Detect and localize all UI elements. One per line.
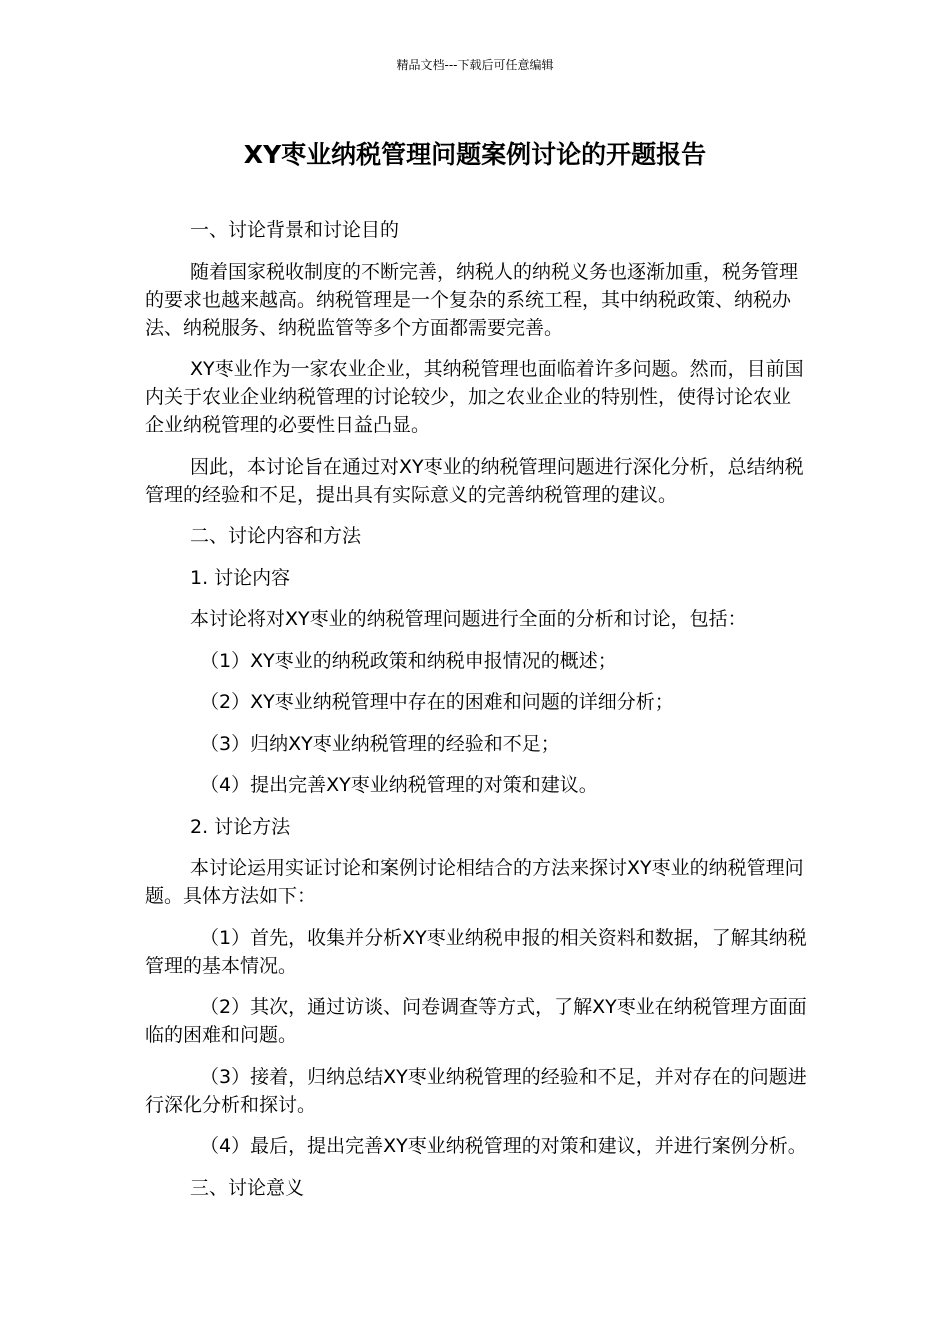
page-header: 精品文档---下载后可任意编辑 [396,58,554,72]
section-heading: 二、讨论内容和方法 [190,525,362,547]
list-item: （1）首先，收集并分析XY枣业纳税申报的相关资料和数据，了解其纳税管理的基本情况。 [145,926,807,977]
document-title: XY枣业纳税管理问题案例讨论的开题报告 [243,140,707,169]
list-item: （4）最后，提出完善XY枣业纳税管理的对策和建议，并进行案例分析。 [200,1135,807,1157]
paragraph: XY枣业作为一家农业企业，其纳税管理也面临着许多问题。然而，目前国内关于农业企业纳税管理的讨论较少，加之农业企业的特别性，使得讨论农业企业纳税管理的必要性日益凸显。 [145,358,804,436]
list-item: （4）提出完善XY枣业纳税管理的对策和建议。 [200,774,598,796]
list-item: （2）其次，通过访谈、问卷调查等方式，了解XY枣业在纳税管理方面面临的困难和问题。 [145,996,807,1046]
list-item: （3）归纳XY枣业纳税管理的经验和不足； [200,732,560,755]
paragraph: 本讨论将对XY枣业的纳税管理问题进行全面的分析和讨论，包括： [190,608,747,630]
section-heading: 三、讨论意义 [190,1176,305,1199]
list-item: （1）XY枣业的纳税政策和纳税申报情况的概述； [200,649,617,672]
paragraph: 本讨论运用实证讨论和案例讨论相结合的方法来探讨XY枣业的纳税管理问题。具体方法如下： [145,857,804,907]
list-item: （2）XY枣业纳税管理中存在的困难和问题的详细分析； [200,691,674,713]
subsection-heading: 2. 讨论方法 [190,815,291,838]
document-body [145,216,809,1215]
section-heading: 一、讨论背景和讨论目的 [190,219,400,241]
paragraph: 因此，本讨论旨在通过对XY枣业的纳税管理问题进行深化分析，总结纳税管理的经验和不足，提出具有实际意义的完善纳税管理的建议。 [145,455,804,506]
subsection-heading: 1. 讨论内容 [190,566,291,589]
list-item: （3）接着，归纳总结XY枣业纳税管理的经验和不足，并对存在的问题进行深化分析和探讨。 [145,1065,807,1116]
paragraph: 随着国家税收制度的不断完善，纳税人的纳税义务也逐渐加重，税务管理的要求也越来越高。纳税管理是一个复杂的系统工程，其中纳税政策、纳税办法、纳税服务、纳税监管等多个方面都需要完善。 [145,260,799,339]
